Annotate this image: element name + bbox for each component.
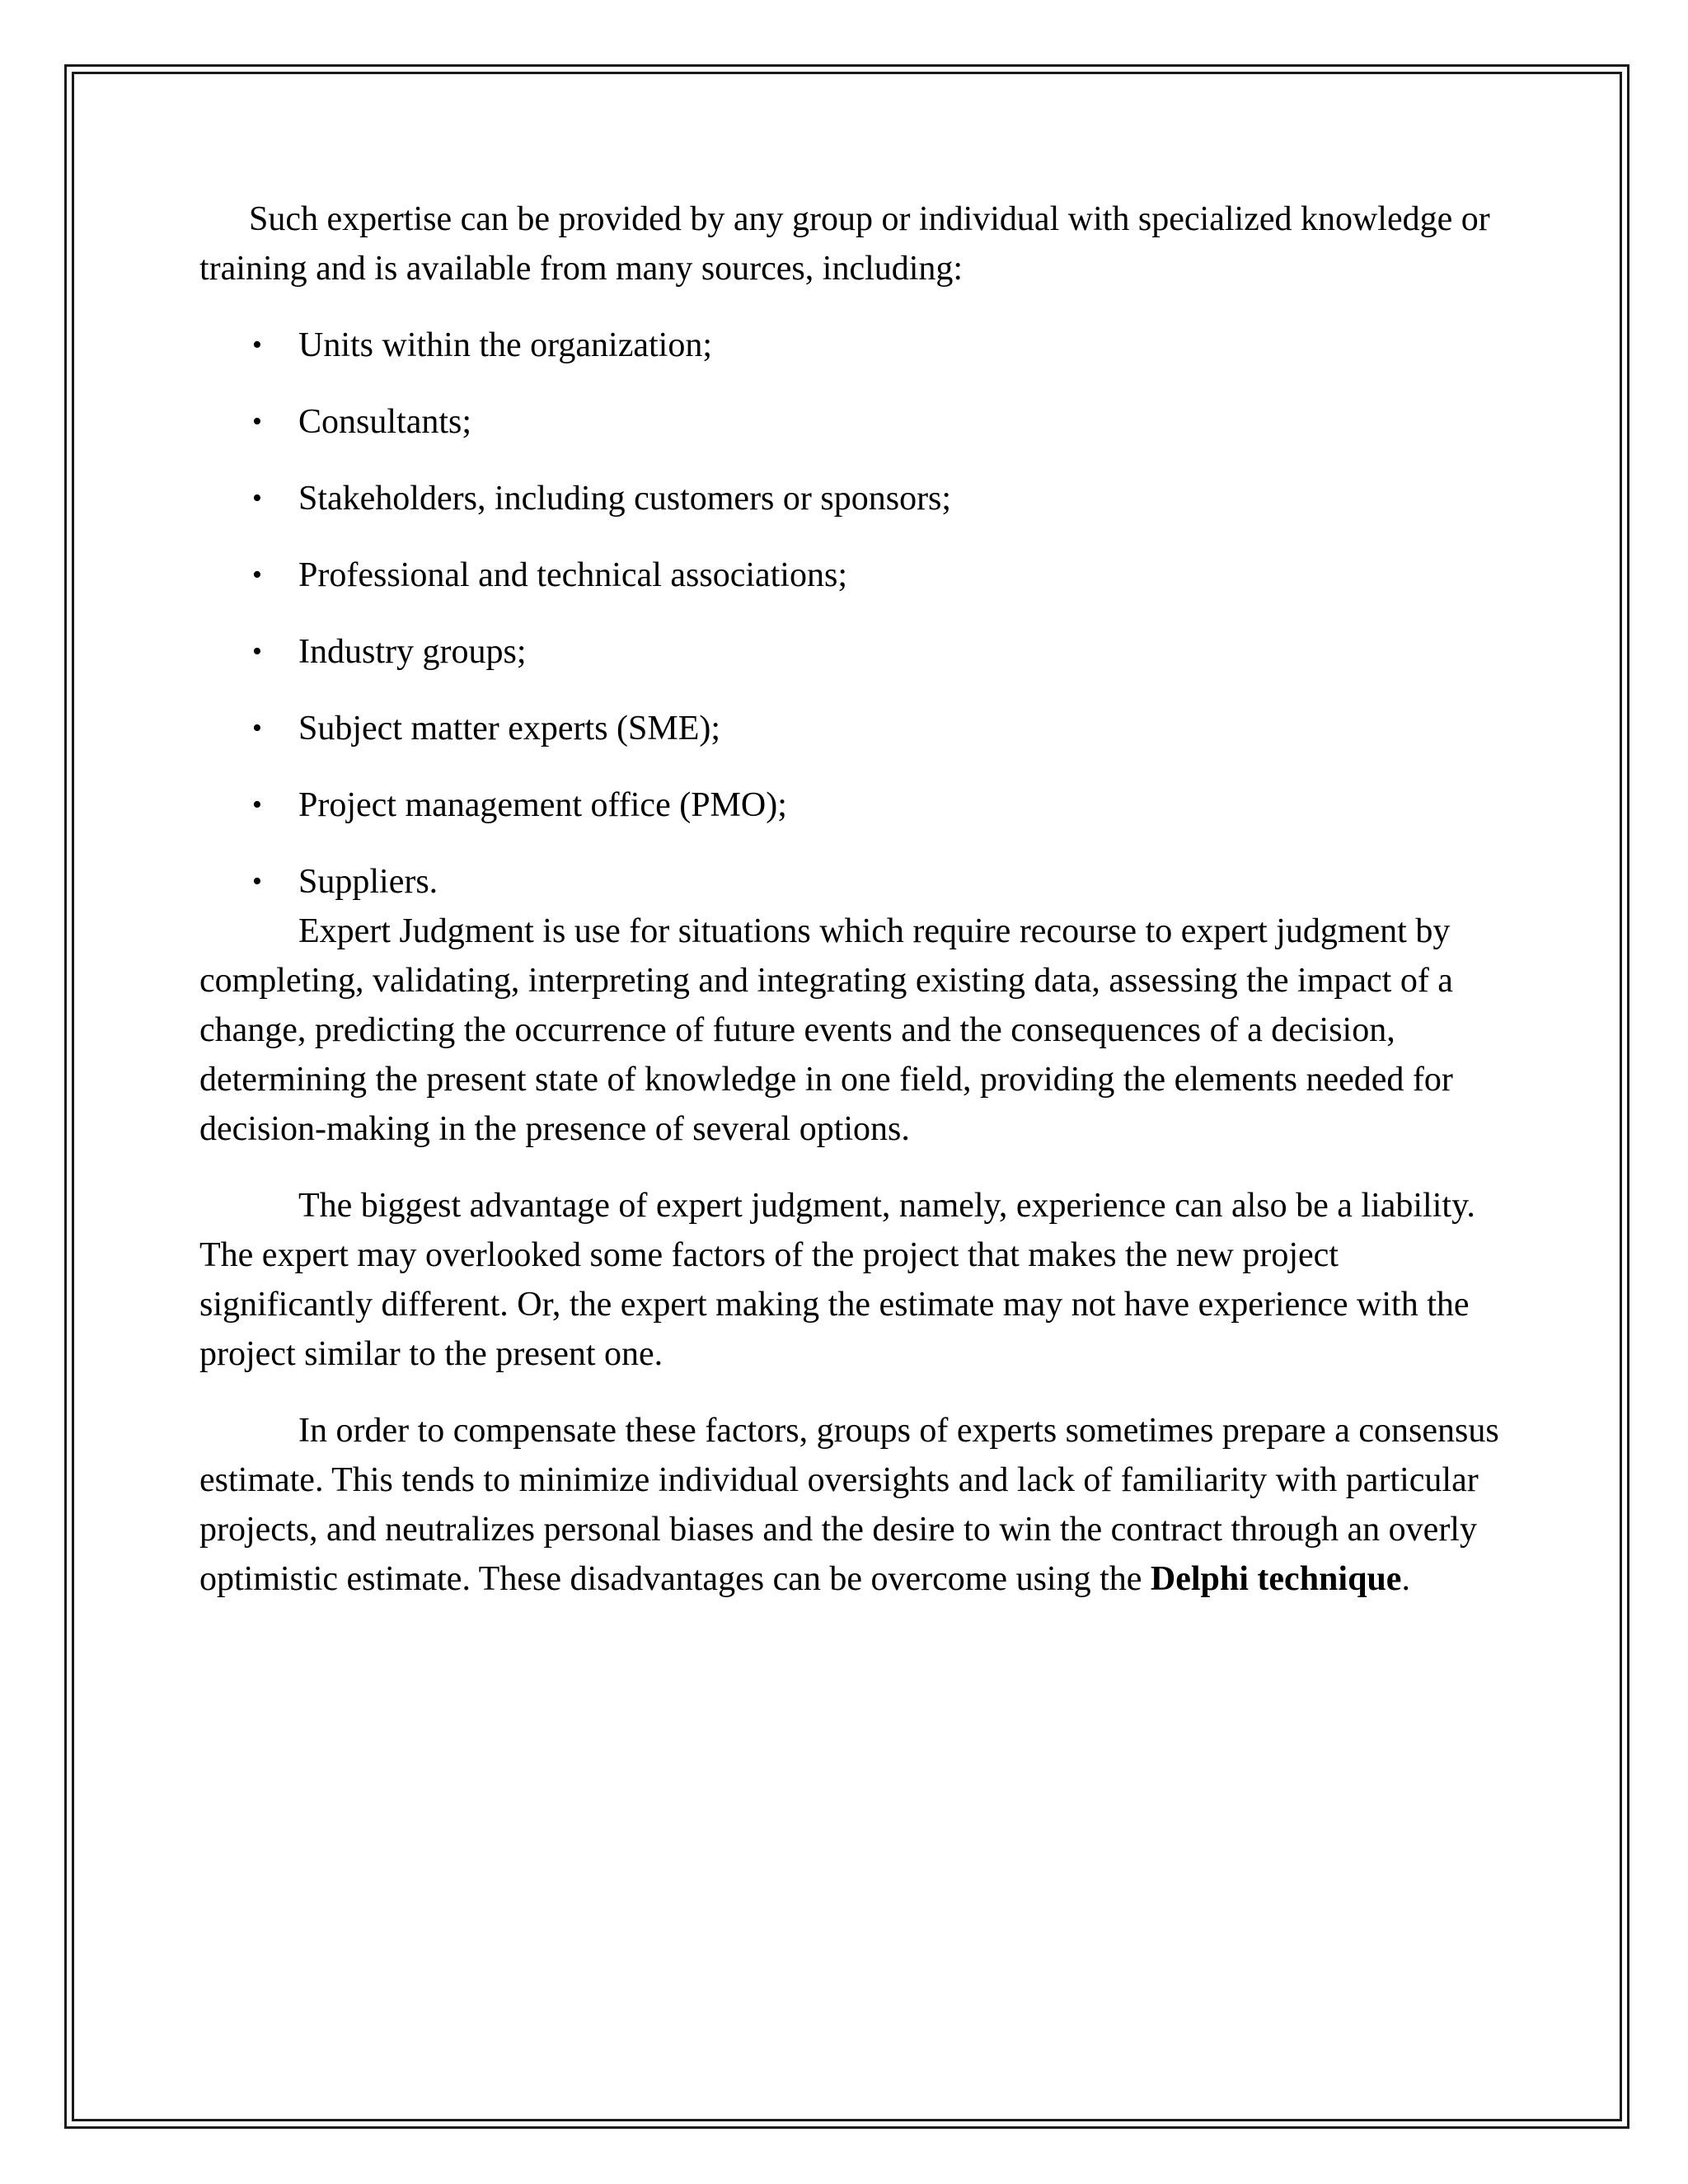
list-item-text: Suppliers. <box>298 863 438 901</box>
bullet-icon: • <box>252 636 262 667</box>
list-item-text: Stakeholders, including customers or sponsors; <box>298 480 952 518</box>
bullet-icon: • <box>252 713 262 743</box>
compensate-text: In order to compensate these factors, groups of experts sometimes prepare a consensus estimate. This tends to minimize individual oversights and lack of familiarity with particular projects, and neutralizes personal biases and the desire to win the contract through an overly optimistic estimate. These disadvantages can be overcome using the <box>199 1412 1499 1598</box>
advantage-paragraph: The biggest advantage of expert judgment, namely, experience can also be a liability. The expert may overlooked some factors of the project that makes the new project significantly different. Or, the expert making the estimate may not have experience with the project similar to the present one. <box>199 1187 1475 1373</box>
list-item-text: Subject matter experts (SME); <box>298 710 721 748</box>
list-item-text: Units within the organization; <box>298 326 712 364</box>
list-item-text: Industry groups; <box>298 633 527 671</box>
list-item <box>199 857 1502 907</box>
bullet-icon: • <box>252 790 262 820</box>
expert-judgment-paragraph: Expert Judgment is use for situations which require recourse to expert judgment by completing, validating, interpreting and integrating existing data, assessing the impact of a change, predicting the occurrence of future events and the consequences of a decision, determining the present state of knowledge in one field, providing the elements needed for decision-making in the presence of several options. <box>199 912 1453 1148</box>
list-item <box>199 474 1502 523</box>
list-item <box>199 780 1502 830</box>
list-item <box>199 551 1502 600</box>
bullet-icon: • <box>252 560 262 590</box>
compensate-paragraph <box>199 1406 1502 1604</box>
delphi-technique-term: Delphi technique <box>1150 1560 1402 1598</box>
bullet-icon: • <box>252 483 262 513</box>
compensate-end: . <box>1401 1560 1410 1598</box>
list-item <box>199 627 1502 677</box>
list-item <box>199 397 1502 447</box>
bullet-icon: • <box>252 866 262 897</box>
document-body <box>199 194 1502 1604</box>
list-item-text: Professional and technical associations; <box>298 556 847 594</box>
list-item-text: Project management office (PMO); <box>298 786 787 824</box>
list-item-text: Consultants; <box>298 403 472 441</box>
list-item <box>199 321 1502 370</box>
list-item <box>199 704 1502 753</box>
bullet-icon: • <box>252 406 262 437</box>
sources-list <box>199 321 1502 907</box>
intro-paragraph: Such expertise can be provided by any group or individual with specialized knowledge or training and is available from many sources, including: <box>199 200 1490 288</box>
bullet-icon: • <box>252 330 262 360</box>
